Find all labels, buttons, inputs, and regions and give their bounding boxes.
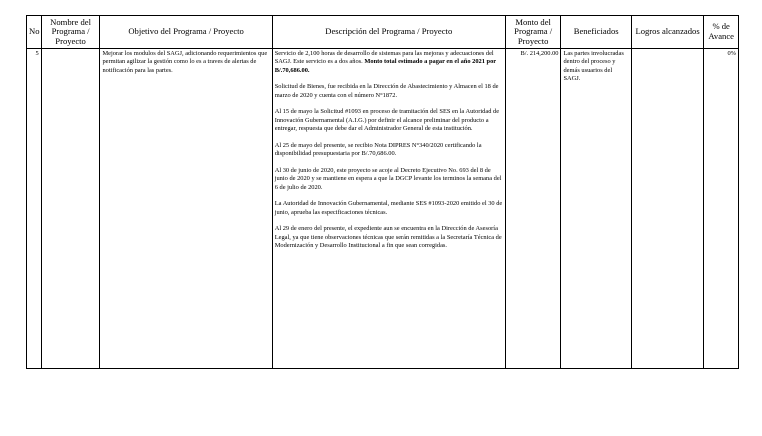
header-monto: Monto del Programa / Proyecto [505,16,561,49]
desc-paragraph-6: La Autoridad de Innovación Gubernamental, mediante SES #1093-2020 emitido el 30 de junio, aprueba las especificaciones técnicas. [274,200,503,216]
header-objetivo: Objetivo del Programa / Proyecto [100,16,272,49]
desc-amount-text: Monto total estimado a pagar en el año 2021 por B/.70,686.00. [274,58,497,74]
desc-paragraph-4: Al 25 de mayo del presente, se recibio Nota DIPRES N°340/2020 certificando la disponibilidad presupuestaria por B/.70,686.00. [274,141,482,158]
header-row [27,16,739,49]
cell-beneficiados: Las partes involucradas dentro del proceso y demás usuarios del SAGJ. [561,49,631,369]
cell-descripcion [272,49,505,369]
desc-paragraph-7: Al 29 de enero del presente, el expediente aun se encuentra en la Dirección de Asesoría Legal, ya que tiene observaciones técnicas que serán remitidas a la Secretaría Técnica de Modernización y Desarrollo Institucional a fin que sean corregidas. [274,225,502,250]
desc-paragraph-3: Al 15 de mayo la Solicitud #1093 en proceso de tramitación del SES en la Autoridad de Innovación Gubernamental (A.I.G.) por definir el alcance preliminar del producto a entregar, respuesta que debe dar el Administrador General de esta institución. [274,108,500,133]
header-logros: Logros alcanzados [631,16,703,49]
header-no: No [27,16,42,49]
header-nombre: Nombre del Programa / Proyecto [41,16,100,49]
header-descripcion: Descripción del Programa / Proyecto [272,16,505,49]
cell-no: 5 [27,49,42,369]
desc-paragraph-5: Al 30 de junio de 2020, este proyecto se acoje al Decreto Ejecutivo No. 693 del 8 de junio de 2020 y se mantiene en espera a que la DGCP levante los terminos la semana del 6 de julio de 2020. [274,166,502,191]
header-avance: % de Avance [704,16,739,49]
table-row [27,49,739,369]
cell-nombre [41,49,100,369]
cell-monto: B/. 214,200.00 [505,49,561,369]
cell-logros [631,49,703,369]
cell-objetivo: Mejorar los modulos del SAGJ, adicionando requerimientos que permitan agilizar la gestión como lo es a traves de alertas de notificación para las partes. [100,49,272,369]
desc-paragraph-1 [275,50,503,75]
header-beneficiados: Beneficiados [561,16,631,49]
cell-avance: 0% [704,49,739,369]
desc-service-text: Servicio de 2,100 horas de desarrollo de sistemas para las mejoras y adecuaciones del SAGJ. Este servicio es a dos años. [274,50,494,66]
desc-paragraph-2: Solicitud de Bienes, fue recibida en la Dirección de Abastecimiento y Almacen el 18 de marzo de 2020 y cuenta con el número N°1872. [274,83,499,99]
program-table [26,15,739,369]
